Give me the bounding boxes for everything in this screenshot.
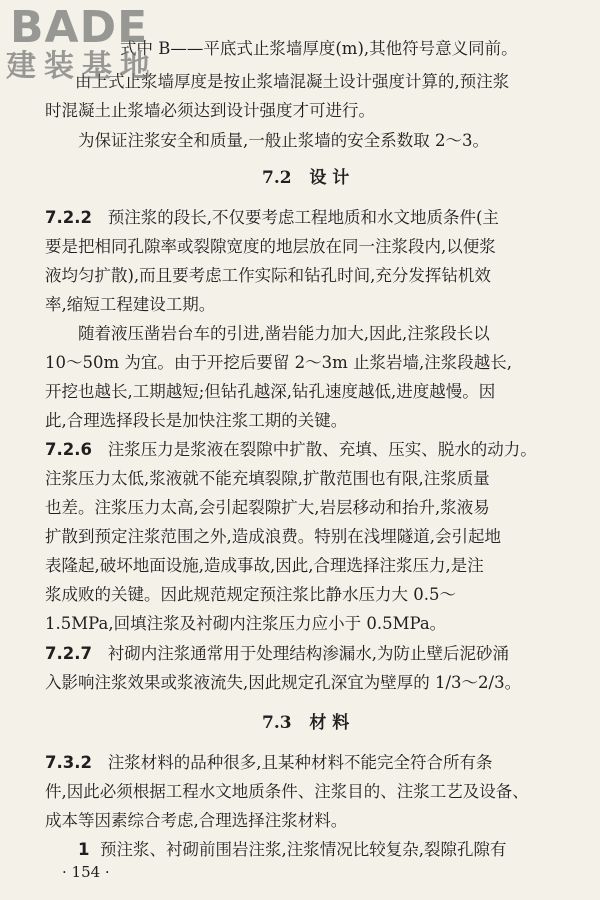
clause-7-2-6-line-1	[45, 439, 537, 461]
clause-number: 7.2.2	[45, 208, 92, 227]
clause-7-2-6-line-4: 扩散到预定注浆范围之外,造成浪费。特别在浅埋隧道,会引起地	[45, 527, 501, 546]
clause-7-3-2-line-3: 成本等因素综合考虑,合理选择注浆材料。	[45, 811, 348, 830]
clause-number: 7.2.6	[45, 440, 92, 459]
clause-7-2-2-line-8: 此,合理选择段长是加快注浆工期的关键。	[45, 411, 348, 430]
section-number: 7.3	[262, 713, 292, 733]
clause-7-3-2-line-2: 件,因此必须根据工程水文地质条件、注浆目的、注浆工艺及设备、	[45, 782, 529, 801]
item-text: 预注浆、衬砌前围岩注浆,注浆情况比较复杂,裂隙孔隙有	[99, 840, 507, 859]
clause-7-2-6-line-7: 1.5MPa,回填注浆及衬砌内注浆压力应小于 0.5MPa。	[45, 614, 447, 633]
clause-7-2-7-line-1	[45, 643, 509, 665]
clause-text: 注浆压力是浆液在裂隙中扩散、充填、压实、脱水的动力。	[107, 440, 537, 459]
section-title: 材 料	[309, 713, 350, 733]
clause-7-2-2-line-1	[45, 207, 499, 229]
clause-7-2-7-line-2: 入影响注浆效果或浆液流失,因此规定孔深宜为壁厚的 1/3～2/3。	[45, 673, 522, 692]
clause-7-3-2-line-1	[45, 752, 492, 774]
watermark-logo	[6, 4, 181, 86]
clause-7-2-2-line-3: 液均匀扩散),而且要考虑工作实际和钻孔时间,充分发挥钻机效	[45, 266, 491, 285]
clause-7-2-2-line-7: 开挖也越长,工期越短;但钻孔越深,钻孔速度越低,进度越慢。因	[45, 382, 496, 401]
item-number: 1	[78, 840, 90, 859]
top-line-4: 为保证注浆安全和质量,一般止浆墙的安全系数取 2～3。	[78, 131, 489, 150]
top-line-3: 时混凝土止浆墙必须达到设计强度才可进行。	[45, 101, 375, 120]
clause-7-2-2-line-2: 要是把相同孔隙率或裂隙宽度的地层放在同一注浆段内,以便浆	[45, 237, 496, 256]
item-1	[78, 839, 506, 861]
top-line-1: 式中 B——平底式止浆墙厚度(m),其他符号意义同前。	[120, 39, 518, 58]
clause-text: 注浆材料的品种很多,且某种材料不能完全符合所有条	[107, 753, 493, 772]
clause-text: 预注浆的段长,不仅要考虑工程地质和水文地质条件(主	[107, 208, 499, 227]
clause-7-2-2-line-4: 率,缩短工程建设工期。	[45, 295, 216, 314]
clause-7-2-2-line-5: 随着液压凿岩台车的引进,凿岩能力加大,因此,注浆段长以	[78, 324, 490, 343]
section-number: 7.2	[262, 168, 292, 188]
clause-7-2-6-line-3: 也差。注浆压力太高,会引起裂隙扩大,岩层移动和抬升,浆液易	[45, 498, 490, 517]
section-heading-7-2	[262, 167, 349, 189]
clause-7-2-6-line-2: 注浆压力太低,浆液就不能充填裂隙,扩散范围也有限,注浆质量	[45, 469, 490, 488]
clause-number: 7.3.2	[45, 753, 92, 772]
top-line-2: 由上式止浆墙厚度是按止浆墙混凝土设计强度计算的,预注浆	[75, 72, 510, 91]
section-title: 设 计	[309, 168, 350, 188]
watermark-chinese: 建装基地	[6, 49, 158, 84]
section-heading-7-3	[262, 712, 349, 734]
watermark-latin: BADE	[10, 2, 149, 53]
clause-number: 7.2.7	[45, 644, 92, 663]
clause-7-2-6-line-5: 表隆起,破坏地面设施,造成事故,因此,合理选择注浆压力,是注	[45, 556, 484, 575]
clause-7-2-6-line-6: 浆成败的关键。因此规范规定预注浆比静水压力大 0.5～	[45, 585, 456, 604]
clause-text: 衬砌内注浆通常用于处理结构渗漏水,为防止壁后泥砂涌	[107, 644, 509, 663]
page-number: · 154 ·	[62, 863, 110, 881]
clause-7-2-2-line-6: 10～50m 为宜。由于开挖后要留 2～3m 止浆岩墙,注浆段越长,	[45, 353, 513, 372]
